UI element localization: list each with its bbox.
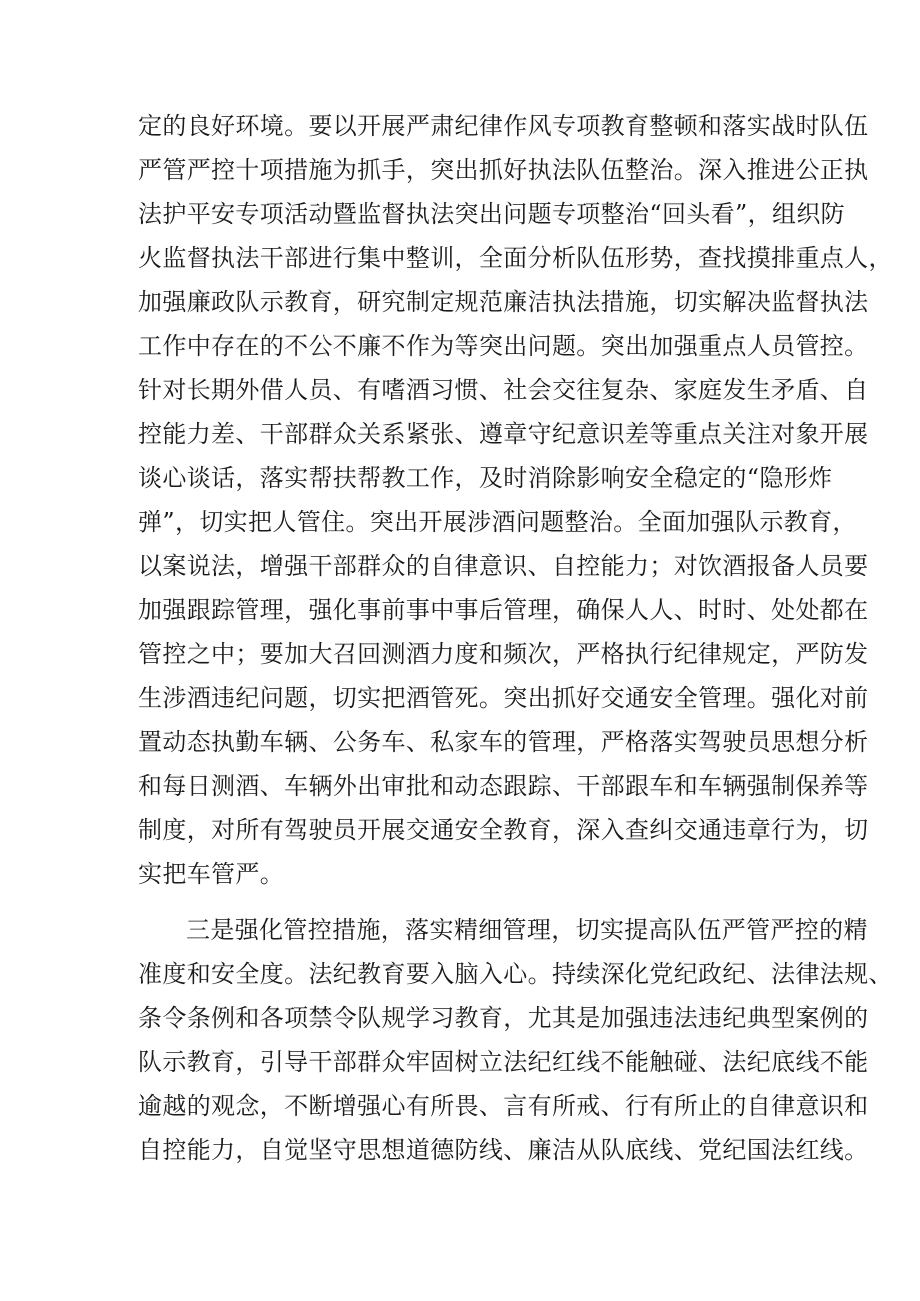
paragraph-1-line-9: 谈心谈话，落实帮扶帮教工作，及时消除影响安全稳定的“隐形炸 [138, 464, 833, 492]
paragraph-1-line-10: 弹”，切实把人管住。突出开展涉酒问题整治。全面加强队示教育， [138, 508, 857, 536]
paragraph-1-line-16: 和每日测酒、车辆外出审批和动态跟踪、干部跟车和车辆强制保养等 [138, 772, 869, 800]
paragraph-1-line-5: 加强廉政队示教育，研究制定规范廉洁执法措施，切实解决监督执法 [138, 288, 869, 316]
paragraph-2-line-6: 自控能力，自觉坚守思想道德防线、廉洁从队底线、党纪国法红线。 [138, 1136, 869, 1164]
paragraph-1-line-8: 控能力差、干部群众关系紧张、遵章守纪意识差等重点关注对象开展 [138, 420, 869, 448]
paragraph-1-line-3: 法护平安专项活动暨监督执法突出问题专项整治“回头看”，组织防 [138, 200, 846, 228]
paragraph-1-line-17: 制度，对所有驾驶员开展交通安全教育，深入查纠交通违章行为，切 [138, 816, 869, 844]
paragraph-2-line-2: 准度和安全度。法纪教育要入脑入心。持续深化党纪政纪、法律法规、 [138, 960, 893, 988]
paragraph-1-line-13: 管控之中；要加大召回测酒力度和频次，严格执行纪律规定，严防发 [138, 640, 869, 668]
paragraph-1-line-12: 加强跟踪管理，强化事前事中事后管理，确保人人、时时、处处都在 [138, 596, 869, 624]
paragraph-2-line-3: 条令条例和各项禁令队规学习教育，尤其是加强违法违纪典型案例的 [138, 1004, 869, 1032]
paragraph-1-line-18: 实把车管严。 [138, 860, 285, 888]
paragraph-1-line-7: 针对长期外借人员、有嗜酒习惯、社会交往复杂、家庭发生矛盾、自 [138, 376, 869, 404]
paragraph-1-line-11: 以案说法，增强干部群众的自律意识、自控能力；对饮酒报备人员要 [138, 552, 869, 580]
paragraph-1-line-15: 置动态执勤车辆、公务车、私家车的管理，严格落实驾驶员思想分析 [138, 728, 869, 756]
paragraph-2-line-4: 队示教育，引导干部群众牢固树立法纪红线不能触碰、法纪底线不能 [138, 1048, 869, 1076]
paragraph-1-line-1: 定的良好环境。要以开展严肃纪律作风专项教育整顿和落实战时队伍 [138, 112, 869, 140]
paragraph-1-line-6: 工作中存在的不公不廉不作为等突出问题。突出加强重点人员管控。 [138, 332, 869, 360]
paragraph-1-line-14: 生涉酒违纪问题，切实把酒管死。突出抓好交通安全管理。强化对前 [138, 684, 869, 712]
paragraph-2-line-5: 逾越的观念，不断增强心有所畏、言有所戒、行有所止的自律意识和 [138, 1092, 869, 1120]
paragraph-1-line-4: 火监督执法干部进行集中整训，全面分析队伍形势，查找摸排重点人， [138, 244, 893, 272]
paragraph-1-line-2: 严管严控十项措施为抓手，突出抓好执法队伍整治。深入推进公正执 [138, 156, 869, 184]
paragraph-2-line-1: 三是强化管控措施，落实精细管理，切实提高队伍严管严控的精 [186, 916, 868, 944]
